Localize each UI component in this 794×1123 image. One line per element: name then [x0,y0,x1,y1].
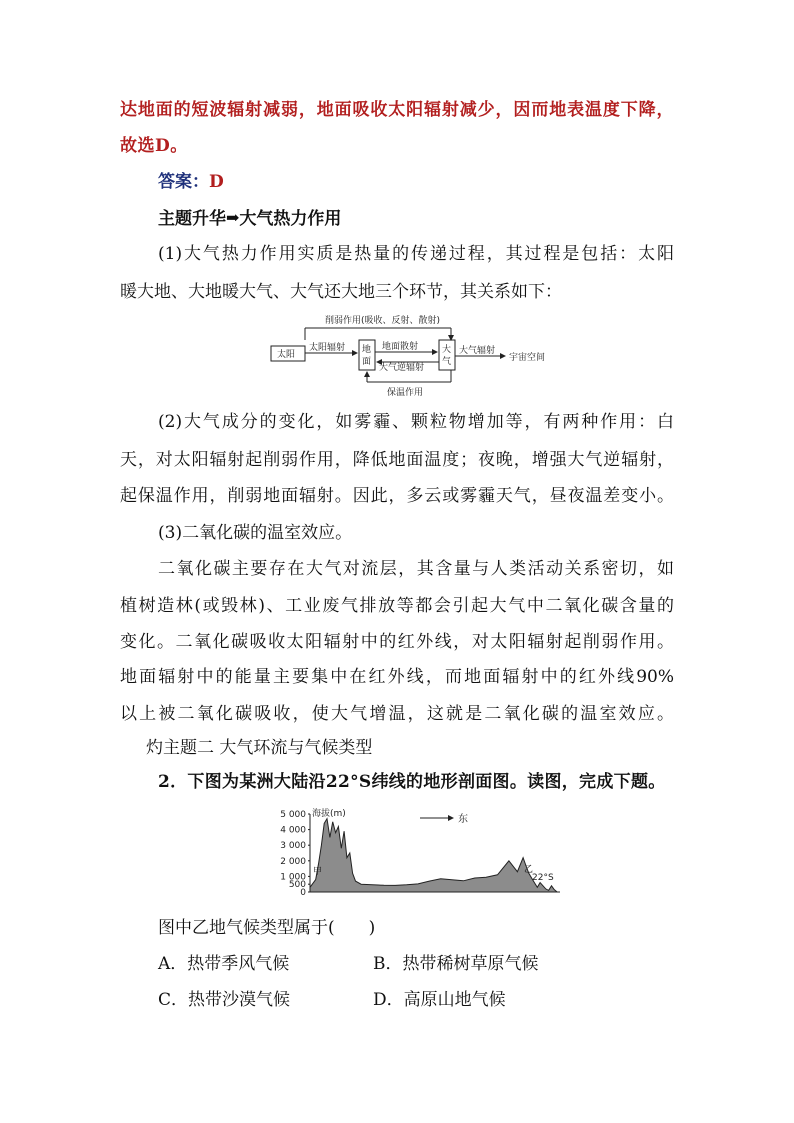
option-c[interactable]: C．热带沙漠气候 [158,990,291,1010]
point2-line-3: 起保温作用，削弱地面辐射。因此，多云或雾霾天气，昼夜温差变小。 [120,486,674,506]
point-label-jia: 甲 [313,867,323,877]
diagram-bottom-label: 保温作用 [387,388,424,398]
y-tick-label: 5 000 [280,810,306,820]
y-tick-label: 0 [300,888,306,898]
y-tick-label: 500 [288,880,306,891]
y-tick-label: 1 000 [280,872,306,883]
theme-heading [158,206,341,231]
point-label-yi: 乙 [524,865,534,875]
point3-title: (3)二氧化碳的温室效应。 [158,523,353,543]
y-axis-label: 海拔(m) [312,809,346,819]
prev-answer-line-1: 达地面的短波辐射减弱，地面吸收太阳辐射减少，因而地表温度下降， [120,100,674,120]
heat-process-diagram [265,312,565,400]
point3-line-4: 地面辐射中的能量主要集中在红外线，而地面辐射中的红外线90% [120,667,674,687]
terrain-profile-area [310,819,560,892]
solar-rad-label: 太阳辐射 [309,343,346,353]
ground-rad-label: 地面散射 [382,342,419,352]
y-tick-label: 2 000 [280,856,306,867]
latitude-label: 22°S [532,873,554,883]
point3-line-5: 以上被二氧化碳吸收，使大气增温，这就是二氧化碳的温室效应。 [120,704,674,724]
point3-line-3: 变化。二氧化碳吸收太阳辐射中的红外线，对太阳辐射起削弱作用。 [120,632,674,652]
theme-title: 大气热力作用 [239,209,342,229]
diagram-top-label: 削弱作用(吸收、反射、散射) [325,316,441,326]
atmos-label-2: 气 [442,357,452,367]
point2-line-1: (2)大气成分的变化，如雾霾、颗粒物增加等，有两种作用：白 [158,412,674,432]
point2-line-2: 天，对太阳辐射起削弱作用，降低地面温度；夜晚，增强大气逆辐射， [120,450,674,470]
option-b[interactable]: B．热带稀树草原气候 [373,954,539,974]
atmos-label-1: 大 [442,345,452,355]
answer-label: 答案： [158,172,209,192]
y-tick-label: 3 000 [280,841,306,852]
right-arrow-icon: ➡ [226,208,240,227]
question-prompt: 图中乙地气候类型属于( ) [158,918,376,938]
atmos-rad-label: 大气辐射 [459,346,496,356]
point1-line-2: 暖大地、大地暖大气、大气还大地三个环节，其关系如下： [120,282,562,302]
answer-row [158,170,224,194]
question-stem: 2．下图为某洲大陆沿22°S纬线的地形剖面图。读图，完成下题。 [158,772,666,792]
direction-label: 东 [458,814,468,825]
sun-label: 太阳 [277,350,296,360]
point3-line-1: 二氧化碳主要存在大气对流层，其含量与人类活动关系密切，如 [158,559,674,579]
point1-line-1: (1)大气热力作用实质是热量的传递过程，其过程是包括：太阳 [158,244,674,264]
space-label: 宇宙空间 [509,353,546,363]
east-arrow-icon [448,815,454,821]
theme-prefix: 主题升华 [158,209,226,229]
option-d[interactable]: D．高原山地气候 [373,990,506,1010]
terrain-profile-chart [270,800,570,900]
answer-value: D [209,172,225,192]
y-tick-label: 4 000 [280,825,306,836]
option-a[interactable]: A．热带季风气候 [158,954,290,974]
point3-line-2: 植树造林(或毁林)、工业废气排放等都会引起大气中二氧化碳含量的 [120,596,674,616]
ground-label-2: 面 [362,357,372,367]
prev-answer-line-2: 故选D。 [120,136,188,156]
ground-label-1: 地 [362,345,372,355]
counter-rad-label: 大气逆辐射 [379,363,425,373]
section2-heading: 灼主题二 大气环流与气候类型 [146,738,373,758]
